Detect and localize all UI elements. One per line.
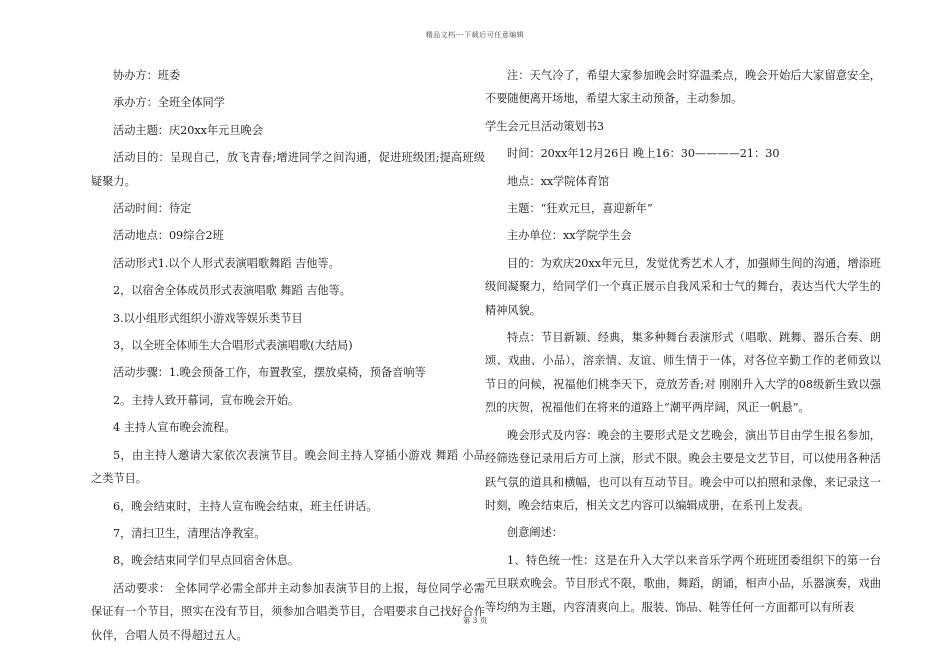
paragraph-features: 特点：节目新颖、经典，集多种舞台表演形式（唱歌、跳舞、器乐合奏、朗颂、戏曲、小品），溶亲情、友谊、师生情于一体，对各位辛勤工作的老师致以节日的问候，祝福他们桃李天下，竞放芳香;对 刚刚升入大学的08级新生致以强烈的庆贺，祝福他们在将来的道路上“潮平两岸阔，风正一帆悬”。 xyxy=(485,331,881,415)
page-header: 精品文档---下载后可任意编辑 xyxy=(425,31,525,39)
paragraph-location: 活动地点：09综合2班 xyxy=(113,229,224,243)
paragraph-step-4: 4 主持人宣布晚会流程。 xyxy=(113,421,236,435)
paragraph-form-2: 2，以宿舍全体成员形式表演唱歌 舞蹈 吉他等。 xyxy=(113,284,351,298)
paragraph-form-4: 3，以全班全体师生大合唱形式表演唱歌(大结局) xyxy=(113,339,353,353)
paragraph-note: 注：天气冷了，希望大家参加晚会时穿温柔点，晚会开始后大家留意安全，不要随便离开场地，希望大家主动预备，主动参加。 xyxy=(485,69,881,106)
paragraph-undertaker: 承办方：全班全体同学 xyxy=(113,96,225,110)
paragraph-theme: 活动主题：庆20xx年元旦晚会 xyxy=(113,123,263,137)
paragraph-requirements: 活动要求： 全体同学必需全部并主动参加表演节目的上报，每位同学必需保证有一个节目，照实在没有节目，须参加合唱类节目，合唱要求自己找好合作伙伴，合唱人员不得超过五人。 xyxy=(91,581,485,642)
paragraph-venue: 地点：xx学院体育馆 xyxy=(507,174,610,188)
paragraph-organizer: 协办方：班委 xyxy=(113,69,181,82)
page-number: 第 3 页 xyxy=(462,616,488,625)
paragraph-creative-heading: 创意阐述： xyxy=(507,526,563,540)
paragraph-format-content: 晚会形式及内容：晚会的主要形式是文艺晚会，演出节目由学生报名参加，经筛选登记录用后方可上演，形式不限。晚会主要是文艺节目，可以使用各种活跃气氛的道具和横幅，也可以有互动节目。晚会中可以拍照和录像，来记录这一时刻，晚会结束后，相关文艺内容可以编辑成册，在系刊上发表。 xyxy=(485,428,881,512)
paragraph-form-1: 活动形式1.以个人形式表演唱歌舞蹈 吉他等。 xyxy=(113,256,340,270)
paragraph-step-1: 活动步骤：1.晚会预备工作，布置教室，摆放桌椅，预备音响等 xyxy=(113,366,426,380)
section-heading: 学生会元旦活动策划书3 xyxy=(485,119,604,133)
paragraph-time: 活动时间：待定 xyxy=(113,202,192,216)
paragraph-event-theme: 主题：“狂欢元旦，喜迎新年” xyxy=(507,202,653,216)
paragraph-event-purpose: 目的：为欢庆20xx年元旦，发觉优秀艺术人才，加强师生间的沟通，增添班级间凝聚力，给同学们一个真正展示自我风采和士气的舞台，表达当代大学生的精神风貌。 xyxy=(485,256,881,317)
paragraph-host-unit: 主办单位：xx学院学生会 xyxy=(507,229,632,243)
paragraph-creative-1: 1、特色统一性：这是在升入大学以来音乐学两个班班团委组织下的第一台元旦联欢晚会。节目形式不限，歌曲，舞蹈，朗诵，相声小品，乐器演奏，戏曲等均纳为主题，内容清爽向上。服装、饰品、鞋等任何一方面都可以有所表 xyxy=(485,553,881,614)
paragraph-event-time: 时间：20xx年12月26日 晚上16：30————21：30 xyxy=(507,147,780,161)
paragraph-step-5: 5，由主持人邀请大家依次表演节目。晚会间主持人穿插小游戏 舞蹈 小品之类节目。 xyxy=(91,448,485,486)
right-column xyxy=(485,64,881,623)
paragraph-step-8: 8，晚会结束同学们早点回宿舍休息。 xyxy=(113,554,300,568)
paragraph-step-7: 7，清扫卫生，清理洁净教室。 xyxy=(113,526,266,540)
paragraph-purpose: 活动目的：呈现自己，放飞青春;增进同学之间沟通，促进班级团;提高班级疑聚力。 xyxy=(91,151,485,188)
left-column xyxy=(91,64,485,651)
paragraph-step-6: 6，晚会结束时，主持人宣布晚会结束，班主任讲话。 xyxy=(113,499,378,513)
paragraph-form-3: 3.以小组形式组织小游戏等娱乐类节目 xyxy=(113,311,303,325)
paragraph-step-2: 2。主持人致开幕词，宣布晚会开始。 xyxy=(113,393,300,407)
